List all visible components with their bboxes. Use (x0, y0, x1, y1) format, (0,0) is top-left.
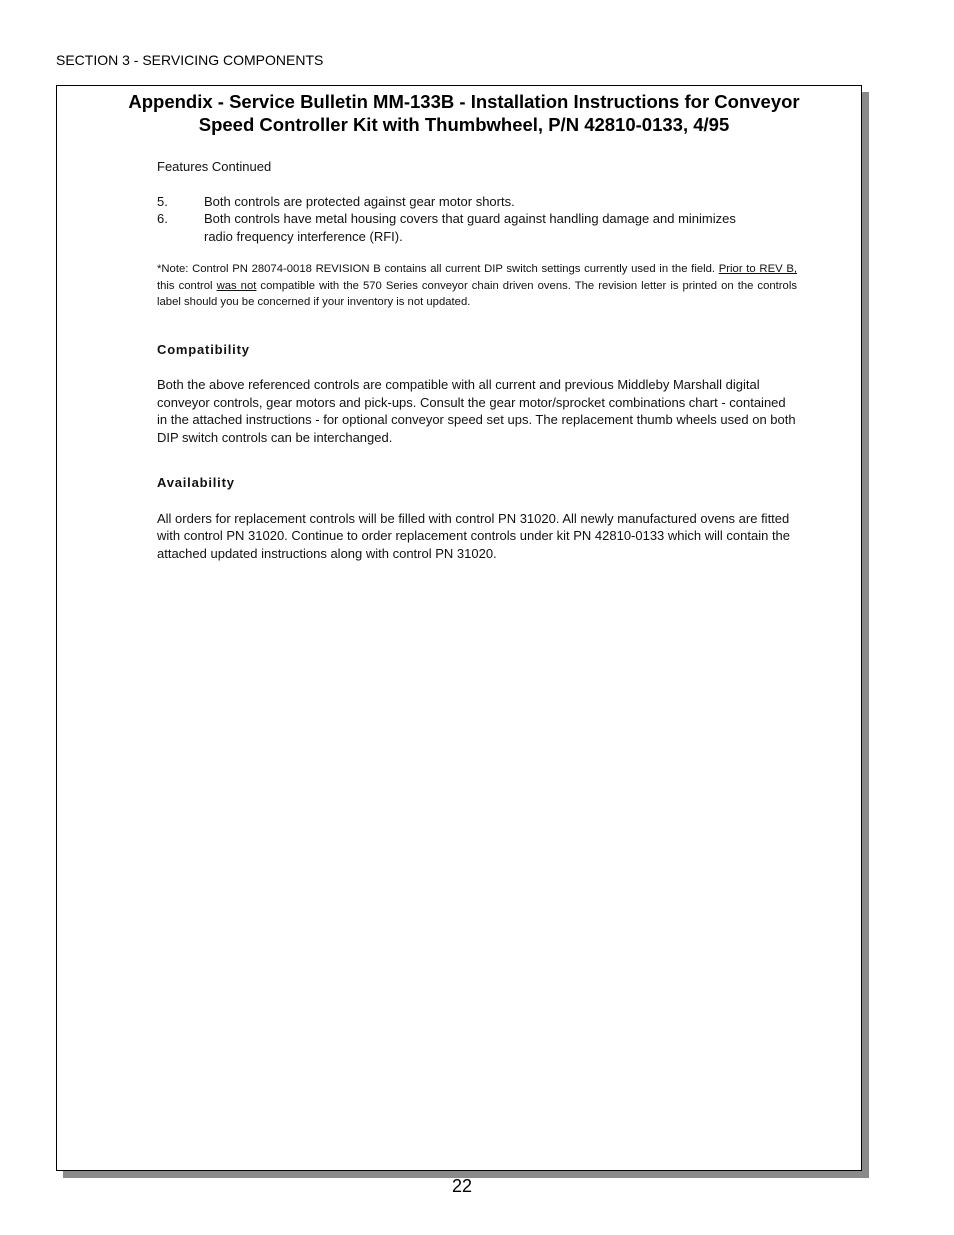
availability-text: All orders for replacement controls will be filled with control PN 31020. All newly manufactured ovens are fitted with control PN 31020. Continue to order replacement controls under kit PN 42810-0133 which will contain the attached updated instructions along with control PN 31020. (157, 510, 791, 561)
note-prior-rev: Prior to REV B, (718, 263, 797, 275)
compatibility-heading: Compatibility (157, 341, 250, 357)
bulletin-content (157, 158, 797, 562)
list-item-text: Both controls are protected against gear motor shorts. (204, 193, 515, 209)
page-number: 22 (451, 1176, 473, 1196)
compatibility-text: Both the above referenced controls are compatible with all current and previous Middleby Marshall digital conveyor controls, gear motors and pick-ups. Consult the gear motor/sprocket combinations chart - contained in the attached instructions - for optional conveyor speed set ups. The replacement thumb wheels used on both DIP switch controls can be interchanged. (157, 377, 796, 445)
list-item (157, 193, 797, 211)
features-heading: Features Continued (157, 159, 272, 174)
note-text-3: compatible with the 570 Series conveyor chain driven ovens. The revision letter is printed on the controls label should you be concerned if your inventory is not updated. (157, 279, 797, 308)
section-header: SECTION 3 - SERVICING COMPONENTS (56, 52, 324, 68)
note-text-1: *Note: Control PN 28074-0018 REVISION B contains all current DIP switch settings currently used in the field. (157, 263, 719, 275)
availability-heading: Availability (157, 475, 235, 490)
note-text-2: this control (157, 279, 217, 292)
list-item (157, 210, 797, 245)
page-title (57, 90, 871, 136)
title-line-1: Appendix - Service Bulletin MM-133B - Installation Instructions for Conveyor (128, 91, 800, 112)
features-list (157, 193, 797, 246)
bulletin-frame (56, 85, 862, 1171)
title-line-2: Speed Controller Kit with Thumbwheel, P/N 42810-0133, 4/95 (198, 114, 730, 135)
list-item-number: 6. (157, 211, 168, 226)
revision-note (157, 261, 797, 311)
list-item-text: Both controls have metal housing covers that guard against handling damage and minimizes radio frequency interference (RFI). (204, 211, 736, 244)
list-item-number: 5. (157, 193, 168, 209)
note-was-not: was not (216, 279, 257, 292)
